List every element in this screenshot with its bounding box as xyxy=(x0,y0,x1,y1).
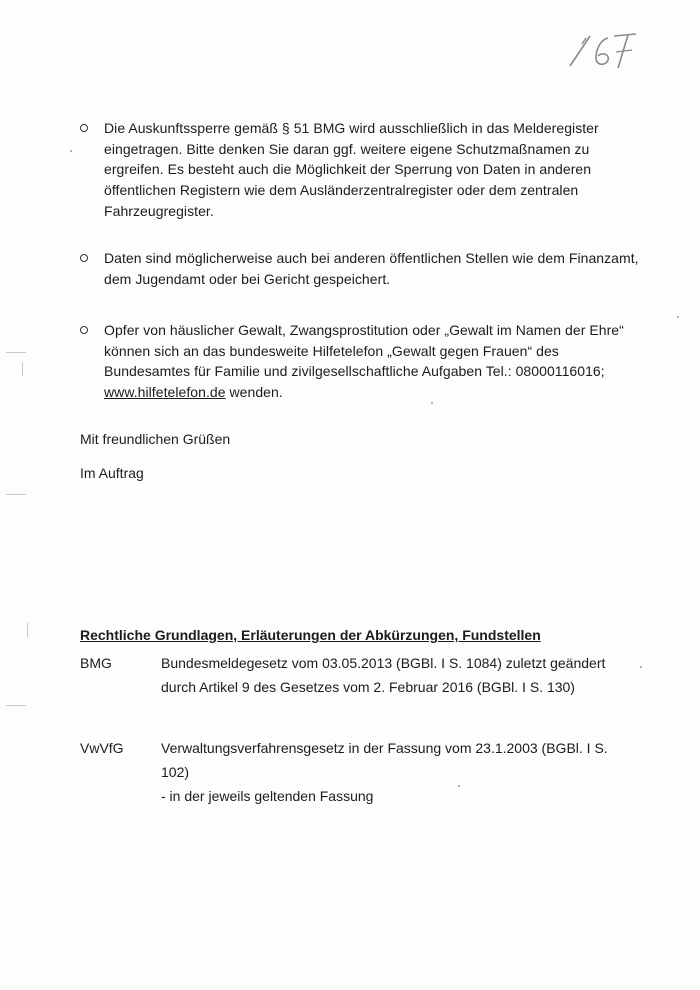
signature-line: Im Auftrag xyxy=(80,465,144,481)
definition-term: VwVfG xyxy=(80,740,124,756)
bullet-line-with-link xyxy=(104,382,640,403)
definition-term: BMG xyxy=(80,655,112,671)
scan-margin-mark xyxy=(6,494,26,495)
bullet-line: Bundesamtes für Familie und zivilgesellschaftliche Aufgaben Tel.: 08000116016; xyxy=(104,363,605,380)
bullet-line: ergreifen. Es besteht auch die Möglichkeit der Sperrung von Daten in anderen xyxy=(104,161,592,178)
bullet-line: Die Auskunftssperre gemäß § 51 BMG wird ausschließlich in das Melderegister xyxy=(104,120,599,136)
scan-margin-mark xyxy=(22,362,23,376)
definition-description xyxy=(161,651,621,699)
bullet-line: Daten sind möglicherweise auch bei anderen öffentlichen Stellen wie dem Finanzamt, xyxy=(104,250,639,266)
bullet-line: öffentlichen Registern wie dem Ausländerzentralregister oder dem zentralen xyxy=(104,182,579,199)
bullet-line: dem Jugendamt oder bei Gericht gespeichert. xyxy=(104,270,391,287)
bullet-item-opfer xyxy=(80,320,640,403)
definition-line: Bundesmeldegesetz vom 03.05.2013 (BGBl. I S. 1084) zuletzt geändert xyxy=(161,655,606,671)
scan-speck xyxy=(677,316,679,318)
bullet-marker xyxy=(80,254,88,262)
legal-heading: Rechtliche Grundlagen, Erläuterungen der Abkürzungen, Fundstellen xyxy=(80,627,541,643)
bullet-item-daten xyxy=(80,248,640,289)
handwritten-page-number xyxy=(556,26,640,74)
bullet-marker xyxy=(80,326,88,334)
hilfetelefon-link[interactable]: www.hilfetelefon.de xyxy=(104,384,226,401)
bullet-line: eingetragen. Bitte denken Sie daran ggf. weitere eigene Schutzmaßnamen zu xyxy=(104,140,590,157)
scan-margin-mark xyxy=(6,705,26,706)
scan-margin-mark xyxy=(6,352,26,353)
scan-speck xyxy=(431,402,433,404)
scan-speck xyxy=(458,785,460,787)
bullet-line: Fahrzeugregister. xyxy=(104,202,214,219)
scan-margin-mark xyxy=(27,623,28,637)
definition-description xyxy=(161,736,621,808)
bullet-line: können sich an das bundesweite Hilfetelefon „Gewalt gegen Frauen“ des xyxy=(104,342,559,359)
closing-greeting: Mit freundlichen Grüßen xyxy=(80,431,231,447)
bullet-line-rest: wenden. xyxy=(225,384,283,401)
scan-speck xyxy=(640,666,642,668)
bullet-marker xyxy=(80,124,88,132)
bullet-item-auskunftssperre xyxy=(80,118,640,222)
definition-line: Verwaltungsverfahrensgesetz in der Fassung vom 23.1.2003 (BGBl. I S. 102) xyxy=(161,740,608,780)
definition-line: - in der jeweils geltenden Fassung xyxy=(161,788,374,804)
bullet-line: Opfer von häuslicher Gewalt, Zwangsprostitution oder „Gewalt im Namen der Ehre“ xyxy=(104,322,624,338)
definition-line: durch Artikel 9 des Gesetzes vom 2. Februar 2016 (BGBl. I S. 130) xyxy=(161,679,575,695)
scan-speck xyxy=(70,150,72,152)
